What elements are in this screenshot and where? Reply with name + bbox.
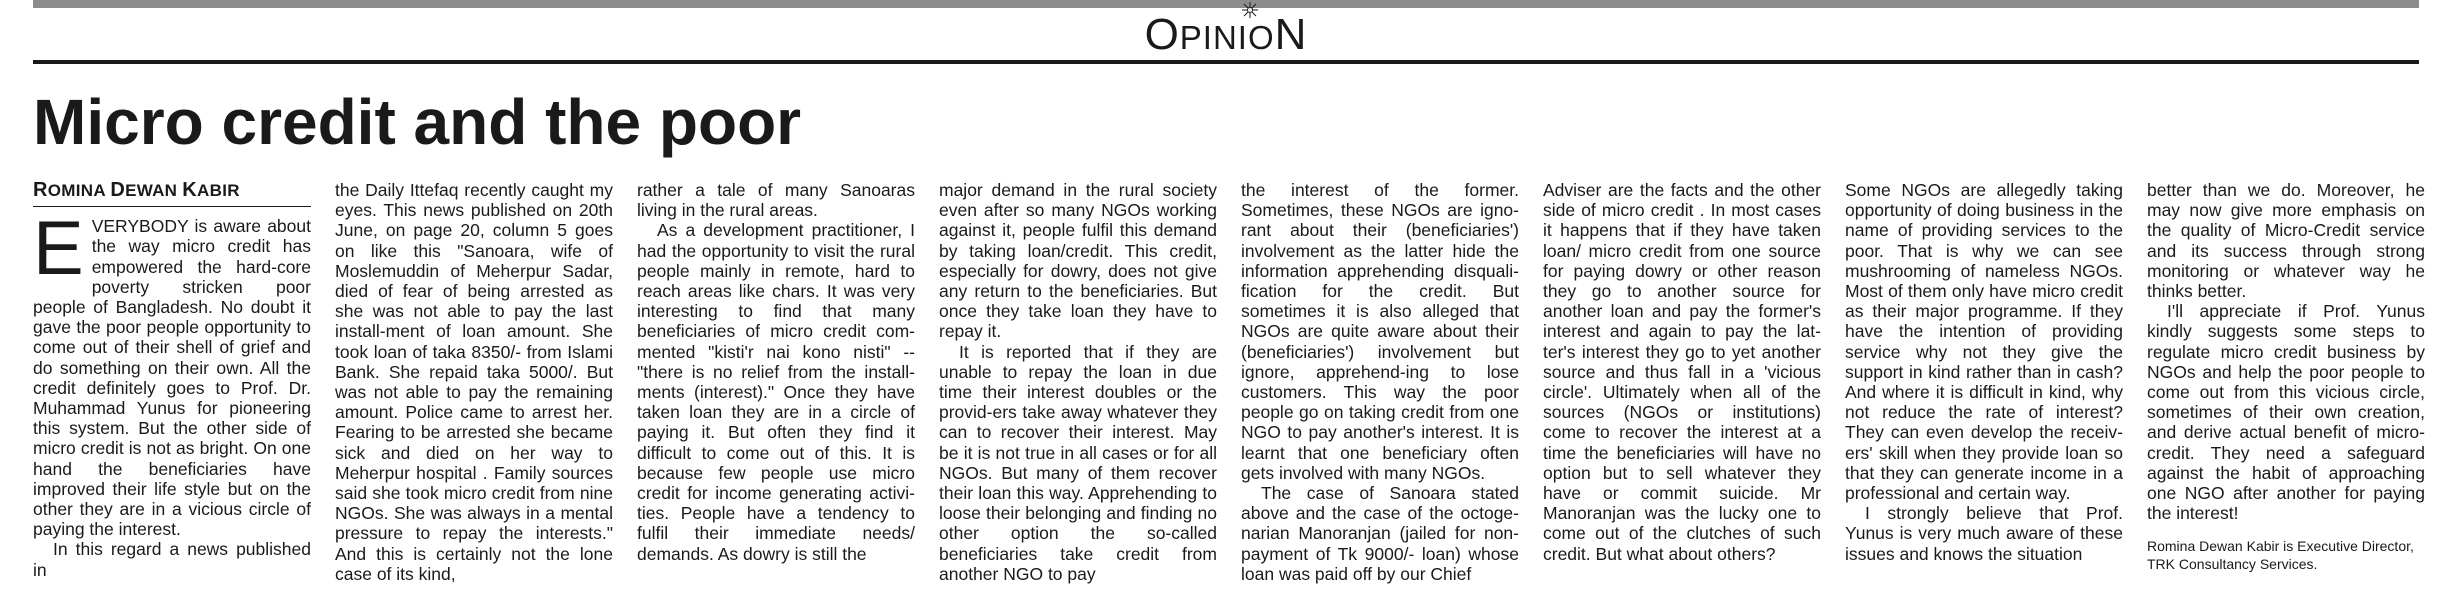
byline-part: D	[110, 179, 126, 201]
article-column-6	[1543, 180, 1821, 564]
paragraph: major demand in the rural society even after so many NGOs working against it, people fulfil this demand by taking loan/credit. This credit, especially for dowry, does not give any return to the beneficiaries. But once they take loan they have to repay it.	[939, 180, 1217, 342]
drop-cap: E	[33, 206, 84, 292]
section-title-part: PINIO	[1179, 19, 1275, 56]
byline-part: OMINA	[47, 181, 111, 200]
article-column-4	[939, 180, 1217, 584]
byline-part: EWAN	[125, 181, 183, 200]
article-column-2	[335, 180, 613, 584]
article-body	[33, 180, 2431, 600]
paragraph: VERYBODY is aware about the way micro credit has empowered the hard-core poverty stricken poor people of Bangladesh. No doubt it gave the poor people opportunity to come out of their shell of grief and do something on their own. All the credit definitely goes to Prof. Dr. Muhammad Yunus for pioneering this system. But the other side of micro credit is not as bright. On one hand the beneficiaries have improved their life style but on the other they are in a vicious circle of paying the interest.	[33, 216, 311, 540]
article-column-7	[1845, 180, 2123, 564]
paragraph: I'll appreciate if Prof. Yunus kindly suggests some steps to regulate micro credit business by NGOs and help the poor people to come out from this vicious circle, sometimes of their own creation, and derive actual benefit of micro-credit. They need a safeguard against the habit of approaching one NGO after another for paying the interest!	[2147, 301, 2425, 524]
top-rule	[33, 0, 2419, 8]
article-column-5	[1241, 180, 1519, 584]
author-note: Romina Dewan Kabir is Executive Director, TRK Consultancy Services.	[2147, 538, 2414, 573]
paragraph: rather a tale of many Sanoaras living in the rural areas.	[637, 180, 915, 221]
section-title	[0, 12, 2452, 61]
paragraph: better than we do. Moreover, he may now give more emphasis on the quality of Micro-Credit service and its success through strong monitoring or whatever way he thinks better.	[2147, 180, 2425, 302]
paragraph: Some NGOs are allegedly taking opportunity of doing business in the name of providing services to the poor. That is why we can see mushrooming of nameless NGOs. Most of them only have micro credit as their major programme. If they have the intention of providing service why not they give the support in kind rather than in cash? And where it is difficult in kind, why not reduce the rate of interest? They can even develop the receiv-ers' skill when they provide loan so that they can generate income in a professional and certain way.	[1845, 180, 2123, 504]
paragraph: I strongly believe that Prof. Yunus is very much aware of these issues and knows the situation	[1845, 503, 2123, 564]
paragraph: In this regard a news published in	[33, 539, 311, 580]
byline-part: ABIR	[197, 181, 240, 200]
section-bar	[33, 60, 2419, 64]
paragraph: The case of Sanoara stated above and the case of the octoge-narian Manoranjan (jailed for non-payment of Tk 9000/- loan) whose loan was paid off by our Chief	[1241, 483, 1519, 584]
paragraph: It is reported that if they are unable to repay the loan in due time their interest doubles or the provid-ers take away whatever they can to recover their interest. May be it is not true in all cases or for all NGOs. But many of them recover their loan this way. Apprehending to loose their belonging and finding no other option the so-called beneficiaries take credit from another NGO to pay	[939, 341, 1217, 584]
byline-part: R	[33, 179, 48, 201]
paragraph: the Daily Ittefaq recently caught my eyes. This news published on 20th June, on page 20, column 5 goes on like this "Sanoara, wife of Moslemuddin of Meherpur Sadar, died of fear of being arrested as she was not able to pay the last install-ment of loan amount. She took loan of taka 8350/- from Islami Bank. She repaid taka 5000/. But was not able to pay the remaining amount. Police came to arrest her. Fearing to be arrested she became sick and died on her way to Meherpur hospital . Family sources said she took micro credit from nine NGOs. She was always in a mental pressure to repay the interests." And this is certainly not the lone case of its kind,	[335, 180, 613, 584]
byline-part: K	[182, 179, 198, 201]
headline: Micro credit and the poor	[33, 86, 802, 158]
section-title-part: O	[1144, 10, 1180, 59]
byline	[33, 180, 311, 207]
article-column-8	[2147, 180, 2425, 573]
paragraph: the interest of the former. Sometimes, these NGOs are igno-rant about their (beneficiaries') involvement as the latter hide the information apprehending disquali-fication for the credit. But sometimes it is also alleged that NGOs are quite aware about their (beneficiaries') involvement but ignore, apprehend-ing to lose customers. This way the poor people go on taking credit from one NGO to pay another's interest. It is learnt that one beneficiary often gets involved with many NGOs.	[1241, 180, 1519, 483]
article-column-3	[637, 180, 915, 564]
paragraph: As a development practitioner, I had the opportunity to visit the rural people mainly in remote, hard to reach areas like chars. It was very interesting to find that many beneficiaries of micro credit com-mented "kisti'r nai kono nisti" -- "there is no relief from the install-ments (interest)." Once they have taken loan they are in a circle of paying it. But often they find it difficult to come out of this. It is because few people use micro credit for income generating activi-ties. People have a tendency to fulfil their immediate needs/ demands. As dowry is still the	[637, 220, 915, 564]
section-title-part: N	[1274, 10, 1308, 59]
paragraph: Adviser are the facts and the other side of micro credit . In most cases it happens that if they have taken loan/ micro credit from one source for paying dowry or other reason they go to another source for another loan and pay the former's interest and again to pay the lat-ter's interest they go to yet another source and thus fall in a 'vicious circle'. Ultimately when all of the sources (NGOs or institutions) come to recover the interest at a time the beneficiaries will have no option but to sell whatever they have or commit suicide. Mr Manoranjan was the lucky one to come out of the clutches of such credit. But what about others?	[1543, 180, 1821, 564]
article-column-1	[33, 180, 311, 580]
